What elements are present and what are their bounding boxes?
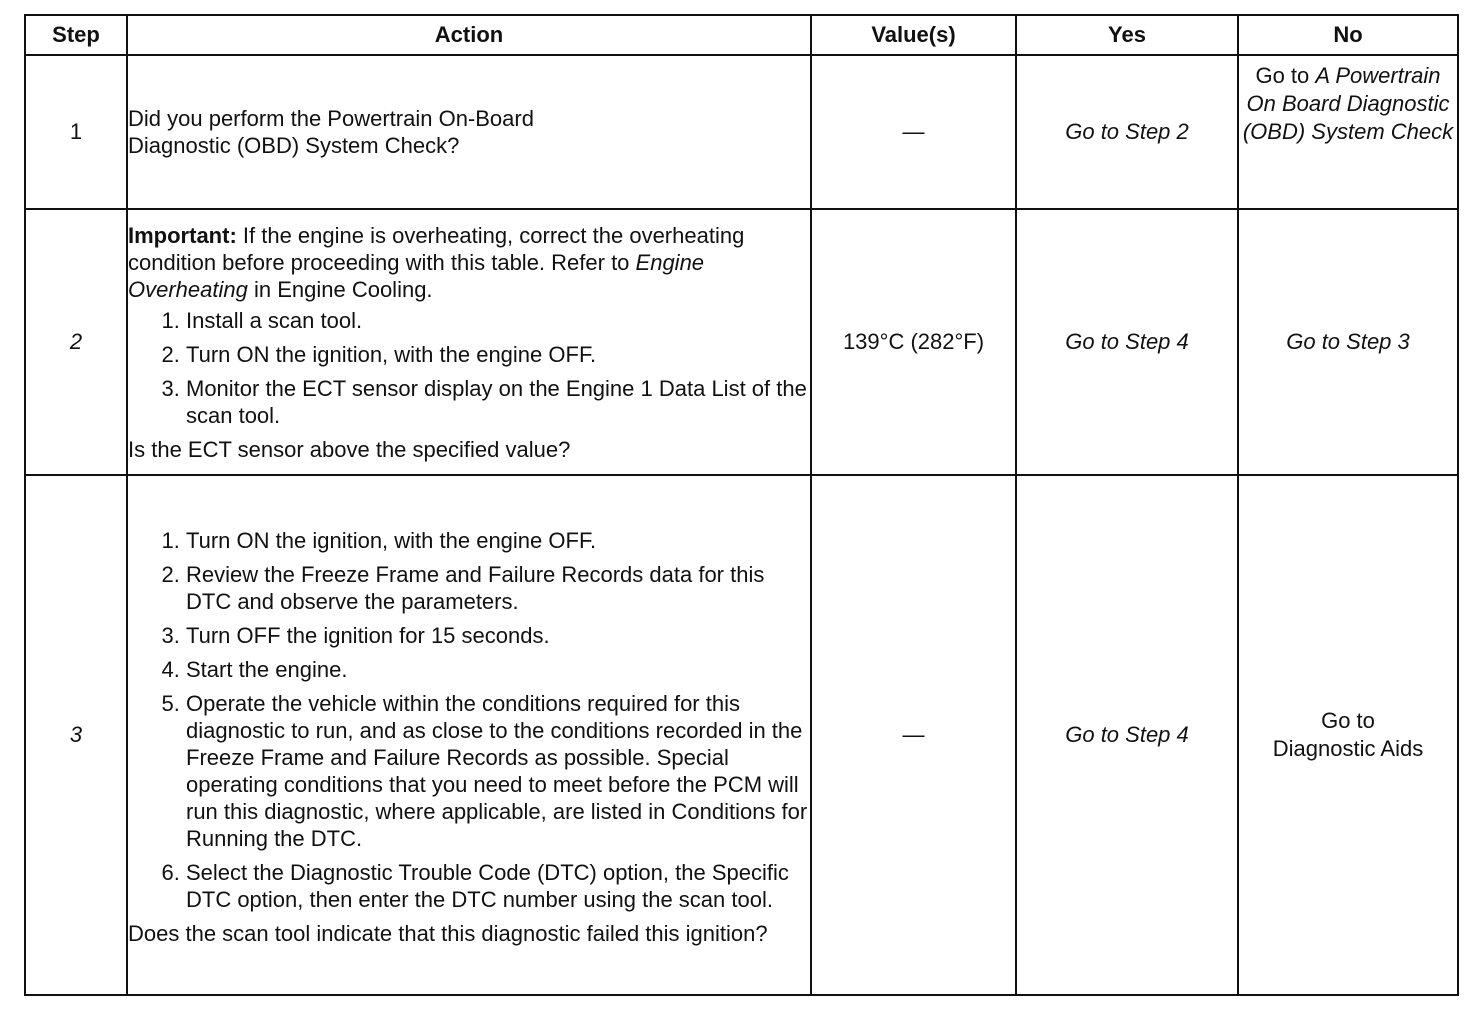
no-prefix: Go to [1255, 63, 1316, 88]
value-dash: — [902, 722, 925, 747]
procedure-list [128, 307, 810, 429]
step-number: 1 [25, 55, 127, 209]
header-yes: Yes [1016, 15, 1238, 55]
header-row [25, 15, 1458, 55]
step-number: 3 [25, 475, 127, 995]
table-row [25, 55, 1458, 209]
procedure-list [128, 527, 810, 913]
important-label: Important: [128, 222, 237, 248]
list-item: 3. Monitor the ECT sensor display on the Engine 1 Data List of the scan tool. [186, 375, 810, 429]
list-item: 4. Start the engine. [186, 656, 810, 683]
diagnostic-table [24, 14, 1459, 996]
value-cell [811, 475, 1016, 995]
step-number: 2 [25, 209, 127, 475]
header-no: No [1238, 15, 1458, 55]
action-cell [127, 475, 811, 995]
value-cell [811, 55, 1016, 209]
list-item: 1. Install a scan tool. [186, 307, 810, 334]
important-reference[interactable]: Engine Overheating [128, 249, 705, 302]
no-link[interactable]: A Powertrain On Board Diagnostic (OBD) System Check [1242, 63, 1454, 144]
action-cell [127, 209, 811, 475]
table-row [25, 209, 1458, 475]
list-item: 2. Turn ON the ignition, with the engine OFF. [186, 341, 810, 368]
no-link[interactable]: Diagnostic Aids [1272, 736, 1424, 761]
question-text: Does the scan tool indicate that this diagnostic failed this ignition? [128, 921, 768, 946]
list-item: 3. Turn OFF the ignition for 15 seconds. [186, 622, 810, 649]
list-item: 5. Operate the vehicle within the conditions required for this diagnostic to run, and as close to the conditions recorded in the Freeze Frame and Failure Records as possible. Special operating conditions that you need to meet before the PCM will run this diagnostic, where applicable, are listed in Conditions for Running the DTC. [186, 690, 810, 852]
list-item: 6. Select the Diagnostic Trouble Code (DTC) option, the Specific DTC option, then enter the DTC number using the scan tool. [186, 859, 810, 913]
value-cell: 139°C (282°F) [811, 209, 1016, 475]
no-cell[interactable] [1238, 55, 1458, 209]
list-item: 2. Review the Freeze Frame and Failure Records data for this DTC and observe the parameters. [186, 561, 810, 615]
yes-link[interactable]: Go to Step 4 [1016, 475, 1238, 995]
yes-link[interactable]: Go to Step 4 [1016, 209, 1238, 475]
action-cell [127, 55, 811, 209]
no-prefix: Go to [1321, 708, 1375, 733]
question-text: Is the ECT sensor above the specified value? [128, 436, 571, 462]
header-action: Action [127, 15, 811, 55]
important-note [128, 222, 810, 303]
important-text-end: in Engine Cooling. [247, 276, 433, 302]
table-row [25, 475, 1458, 995]
list-item: 1. Turn ON the ignition, with the engine OFF. [186, 527, 810, 554]
important-text: If the engine is overheating, correct the overheating condition before proceeding with this table. Refer to [128, 222, 745, 275]
yes-link[interactable]: Go to Step 2 [1016, 55, 1238, 209]
no-cell[interactable] [1238, 475, 1458, 995]
header-values: Value(s) [811, 15, 1016, 55]
no-link[interactable]: Go to Step 3 [1238, 209, 1458, 475]
header-step: Step [25, 15, 127, 55]
action-text: Did you perform the Powertrain On-Board Diagnostic (OBD) System Check? [128, 106, 534, 158]
value-dash: — [902, 119, 925, 144]
